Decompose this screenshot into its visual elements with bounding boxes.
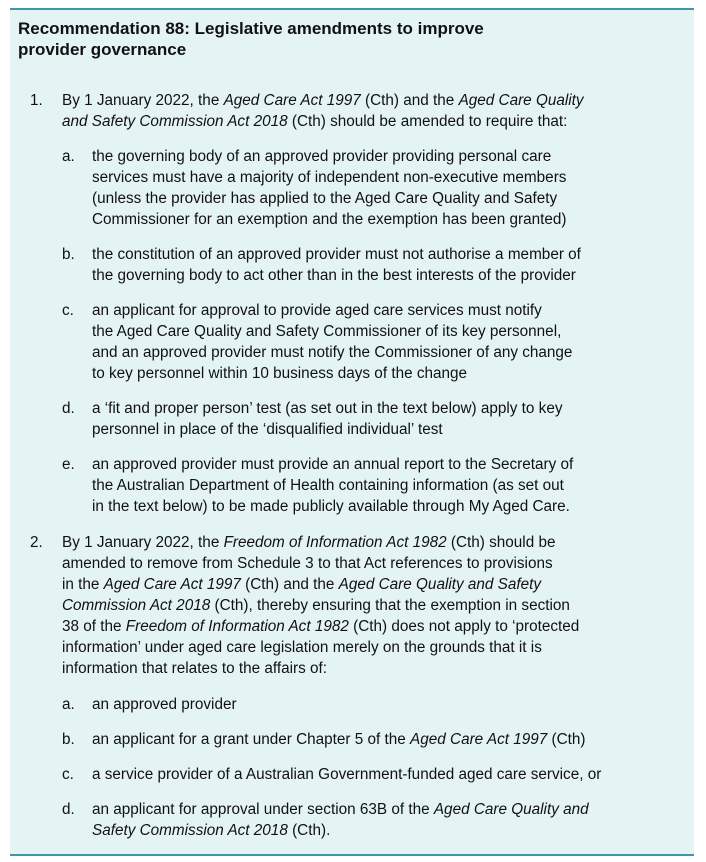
- item-2-line: information that relates to the affairs of:: [62, 660, 328, 677]
- item-1c-line: and an approved provider must notify the Commissioner of any change: [92, 344, 573, 361]
- item-1c-line: the Aged Care Quality and Safety Commissioner of its key personnel,: [92, 323, 562, 340]
- item-2-number: 2.: [30, 534, 43, 551]
- item-2-line: in the Aged Care Act 1997 (Cth) and the Aged Care Quality and Safety: [62, 576, 542, 593]
- item-2c-letter: c.: [62, 766, 74, 783]
- title-line-1: Recommendation 88: Legislative amendments to improve: [18, 19, 484, 38]
- item-1b-letter: b.: [62, 246, 75, 263]
- item-1a-line: Commissioner for an exemption and the exemption has been granted): [92, 211, 567, 228]
- item-2b-line: an applicant for a grant under Chapter 5 of the Aged Care Act 1997 (Cth): [92, 731, 586, 748]
- item-1-line-2: and Safety Commission Act 2018 (Cth) should be amended to require that:: [62, 113, 568, 130]
- item-2-line: amended to remove from Schedule 3 to that Act references to provisions: [62, 555, 553, 572]
- title-line-2: provider governance: [18, 40, 187, 59]
- item-1a-line: the governing body of an approved provider providing personal care: [92, 148, 552, 165]
- item-1-number: 1.: [30, 92, 43, 109]
- item-1e-line: in the text below) to be made publicly available through My Aged Care.: [92, 498, 570, 515]
- item-2d-line: an applicant for approval under section 63B of the Aged Care Quality and: [92, 801, 589, 818]
- item-1e-line: the Australian Department of Health containing information (as set out: [92, 477, 564, 494]
- item-2-line: information’ under aged care legislation merely on the grounds that it is: [62, 639, 542, 656]
- item-1a-letter: a.: [62, 148, 75, 165]
- item-1d-line: a ‘fit and proper person’ test (as set out in the text below) apply to key: [92, 400, 563, 417]
- item-2-line: Commission Act 2018 (Cth), thereby ensuring that the exemption in section: [62, 597, 570, 614]
- item-1-line-1: By 1 January 2022, the Aged Care Act 1997 (Cth) and the Aged Care Quality: [62, 92, 584, 109]
- item-2-line: By 1 January 2022, the Freedom of Information Act 1982 (Cth) should be: [62, 534, 556, 551]
- item-1d-line: personnel in place of the ‘disqualified individual’ test: [92, 421, 443, 438]
- item-2d-line: Safety Commission Act 2018 (Cth).: [92, 822, 331, 839]
- item-2c-line: a service provider of a Australian Government-funded aged care service, or: [92, 766, 602, 783]
- item-2b-letter: b.: [62, 731, 75, 748]
- item-2a-letter: a.: [62, 696, 75, 713]
- item-1c-line: an applicant for approval to provide aged care services must notify: [92, 302, 542, 319]
- item-1c-line: to key personnel within 10 business days of the change: [92, 365, 468, 382]
- recommendation-title: [18, 18, 638, 60]
- item-2d-letter: d.: [62, 801, 75, 818]
- item-2-line: 38 of the Freedom of Information Act 1982 (Cth) does not apply to ‘protected: [62, 618, 580, 635]
- item-1b-line: the constitution of an approved provider must not authorise a member of: [92, 246, 581, 263]
- item-1e-letter: e.: [62, 456, 75, 473]
- item-1c-letter: c.: [62, 302, 74, 319]
- item-2a-line: an approved provider: [92, 696, 237, 713]
- item-1a-line: (unless the provider has applied to the Aged Care Quality and Safety: [92, 190, 558, 207]
- item-1b-line: the governing body to act other than in the best interests of the provider: [92, 267, 576, 284]
- item-1a-line: services must have a majority of independent non-executive members: [92, 169, 567, 186]
- item-1e-line: an approved provider must provide an annual report to the Secretary of: [92, 456, 574, 473]
- item-1d-letter: d.: [62, 400, 75, 417]
